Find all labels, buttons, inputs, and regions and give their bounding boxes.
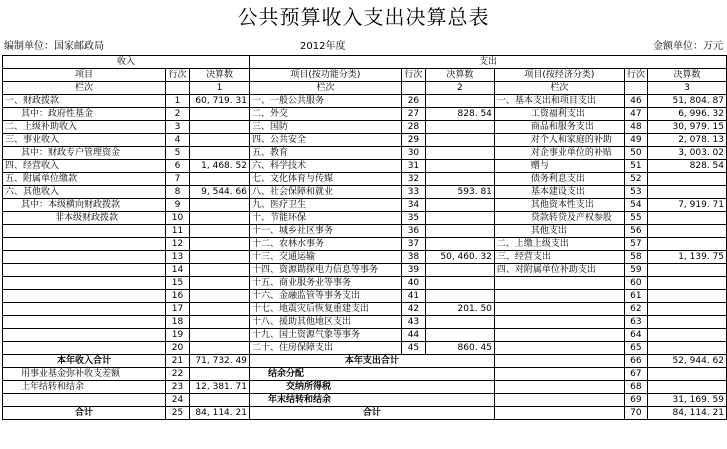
year-end-row [3,394,727,407]
econ-item-cell: 基本建设支出 [494,186,624,199]
income-amount-cell [189,121,249,134]
func-item-cell: 十四、资源勘探电力信息等事务 [249,264,401,277]
func-line-cell: 43 [401,316,425,329]
econ-amount-cell [647,173,726,186]
income-column-number: 1 [189,82,249,95]
func-item-cell: 十一、城乡社区事务 [249,225,401,238]
func-amount-cell: 50, 460. 32 [425,251,494,264]
econ-line-cell: 63 [624,316,647,329]
econ-item-cell [494,277,624,290]
income-item-cell [3,316,166,329]
fiscal-year-label: 2012年度 [300,41,346,52]
income-amount-cell: 1, 468. 52 [189,160,249,173]
annual-total-row [3,355,727,368]
grand-total-value-left: 84, 114. 21 [189,407,249,420]
econ-item-header: 项目(按经济分类) [494,69,624,82]
income-line-cell: 14 [165,264,189,277]
income-item-cell: 六、其他收入 [3,186,166,199]
currency-unit-label: 金额单位：万元 [653,41,723,52]
table-row [3,160,727,173]
grand-total-label-left: 合计 [3,407,166,420]
table-row [3,238,727,251]
func-line-header: 行次 [401,69,425,82]
econ-line-cell: 61 [624,290,647,303]
table-row [3,290,727,303]
func-item-cell: 十九、国土资源气象等事务 [249,329,401,342]
func-line-cell: 38 [401,251,425,264]
income-amount-cell [189,134,249,147]
tax-line: 68 [624,381,647,394]
econ-item-cell: 一、基本支出和项目支出 [494,95,624,108]
income-line-cell: 18 [165,316,189,329]
func-line-cell: 28 [401,121,425,134]
econ-item-cell: 其他支出 [494,225,624,238]
empty-cell [494,368,624,381]
func-item-cell: 三、国防 [249,121,401,134]
table-row [3,173,727,186]
tax-label: 交纳所得税 [249,381,494,394]
grand-total-value-right: 84, 114. 21 [647,407,726,420]
distribution-line: 67 [624,368,647,381]
func-item-cell: 九、医疗卫生 [249,199,401,212]
income-item-cell: 其中：政府性基金 [3,108,166,121]
empty-cell [165,82,189,95]
expense-section-header: 支出 [249,56,726,69]
econ-amount-cell [647,316,726,329]
func-line-cell: 42 [401,303,425,316]
func-amount-cell [425,121,494,134]
econ-item-cell [494,303,624,316]
econ-amount-cell [647,277,726,290]
income-line-cell: 13 [165,251,189,264]
func-line-cell: 37 [401,238,425,251]
func-amount-header: 决算数 [425,69,494,82]
func-line-cell: 41 [401,290,425,303]
econ-column-label: 栏次 [494,82,624,95]
econ-amount-cell [647,212,726,225]
empty-cell [189,394,249,407]
empty-cell [3,394,166,407]
column-header-row [3,69,727,82]
econ-amount-cell [647,238,726,251]
income-line-cell: 16 [165,290,189,303]
func-item-cell: 八、社会保障和就业 [249,186,401,199]
func-item-cell: 十八、援助其他地区支出 [249,316,401,329]
empty-cell [647,381,726,394]
income-line-cell: 6 [165,160,189,173]
income-item-cell: 其中：财政专户管理资金 [3,147,166,160]
income-line-cell: 8 [165,186,189,199]
empty-cell [494,394,624,407]
income-line-cell: 3 [165,121,189,134]
gap-line: 22 [165,368,189,381]
econ-item-cell: 对个人和家庭的补助 [494,134,624,147]
econ-amount-cell: 1, 139. 75 [647,251,726,264]
gap-label: 用事业基金弥补收支差额 [3,368,166,381]
func-item-cell: 十三、交通运输 [249,251,401,264]
section-header-row [3,56,727,69]
econ-item-cell: 三、经营支出 [494,251,624,264]
income-item-cell [3,251,166,264]
income-item-cell: 二、上级补助收入 [3,121,166,134]
income-column-label: 栏次 [3,82,166,95]
column-index-row [3,82,727,95]
econ-line-cell: 56 [624,225,647,238]
econ-amount-cell [647,264,726,277]
income-item-cell: 四、经营收入 [3,160,166,173]
income-item-cell [3,342,166,355]
econ-line-cell: 62 [624,303,647,316]
func-column-number: 2 [425,82,494,95]
income-line-cell: 19 [165,329,189,342]
income-amount-cell [189,108,249,121]
income-line-cell: 20 [165,342,189,355]
func-item-cell: 十五、商业服务业等事务 [249,277,401,290]
empty-cell [494,407,624,420]
income-line-cell: 2 [165,108,189,121]
income-amount-header: 决算数 [189,69,249,82]
carryover-line: 23 [165,381,189,394]
income-amount-cell [189,225,249,238]
table-row [3,121,727,134]
econ-line-cell: 52 [624,173,647,186]
income-total-label: 本年收入合计 [3,355,166,368]
income-amount-cell [189,329,249,342]
table-row [3,251,727,264]
func-line-cell: 33 [401,186,425,199]
sheet-title: 公共预算收入支出决算总表 [237,5,490,29]
func-amount-cell [425,329,494,342]
table-row [3,134,727,147]
func-line-cell: 35 [401,212,425,225]
blank-line: 24 [165,394,189,407]
econ-item-cell: 其他资本性支出 [494,199,624,212]
income-amount-cell [189,212,249,225]
func-item-cell: 二十、住房保障支出 [249,342,401,355]
econ-line-cell: 48 [624,121,647,134]
econ-line-cell: 59 [624,264,647,277]
year-end-value: 31, 169. 59 [647,394,726,407]
income-item-cell: 三、事业收入 [3,134,166,147]
income-amount-cell [189,277,249,290]
table-row [3,342,727,355]
func-column-label: 栏次 [249,82,401,95]
income-amount-cell [189,290,249,303]
func-amount-cell: 593. 81 [425,186,494,199]
func-item-cell: 二、外交 [249,108,401,121]
econ-amount-cell: 7, 919. 71 [647,199,726,212]
func-line-cell: 40 [401,277,425,290]
income-line-cell: 9 [165,199,189,212]
func-line-cell: 27 [401,108,425,121]
func-line-cell: 45 [401,342,425,355]
func-line-cell: 29 [401,134,425,147]
econ-amount-cell: 6, 996. 32 [647,108,726,121]
func-amount-cell [425,199,494,212]
income-total-value: 71, 732. 49 [189,355,249,368]
econ-line-cell: 57 [624,238,647,251]
func-item-cell: 十七、地震灾后恢复重建支出 [249,303,401,316]
econ-line-cell: 64 [624,329,647,342]
func-amount-cell [425,264,494,277]
func-line-cell: 30 [401,147,425,160]
func-item-header: 项目(按功能分类) [249,69,401,82]
income-amount-cell [189,238,249,251]
func-line-cell: 31 [401,160,425,173]
income-item-cell [3,329,166,342]
income-item-cell: 其中：本级横向财政拨款 [3,199,166,212]
func-amount-cell [425,173,494,186]
income-line-cell: 15 [165,277,189,290]
func-amount-cell [425,277,494,290]
econ-column-number: 3 [647,82,726,95]
income-item-cell [3,264,166,277]
econ-item-cell [494,342,624,355]
econ-line-cell: 60 [624,277,647,290]
income-item-cell [3,303,166,316]
grand-total-line-right: 70 [624,407,647,420]
grand-total-line-left: 25 [165,407,189,420]
func-item-cell: 六、科学技术 [249,160,401,173]
income-amount-cell [189,199,249,212]
econ-amount-cell [647,329,726,342]
income-line-cell: 11 [165,225,189,238]
table-row [3,147,727,160]
income-amount-cell [189,173,249,186]
func-amount-cell: 828. 54 [425,108,494,121]
table-row [3,303,727,316]
func-item-cell: 一、一般公共服务 [249,95,401,108]
econ-amount-cell [647,186,726,199]
income-amount-cell: 9, 544. 66 [189,186,249,199]
income-item-cell [3,225,166,238]
carryover-value: 12, 381. 71 [189,381,249,394]
income-amount-cell [189,264,249,277]
expense-total-value: 52, 944. 62 [647,355,726,368]
fund-gap-row [3,368,727,381]
income-item-cell: 五、附属单位缴款 [3,173,166,186]
func-item-cell: 五、教育 [249,147,401,160]
carryover-row [3,381,727,394]
income-line-cell: 17 [165,303,189,316]
func-line-cell: 39 [401,264,425,277]
econ-line-cell: 46 [624,95,647,108]
table-row [3,108,727,121]
econ-line-cell: 54 [624,199,647,212]
income-line-cell: 12 [165,238,189,251]
empty-cell [494,381,624,394]
func-amount-cell [425,290,494,303]
econ-amount-cell [647,290,726,303]
table-row [3,329,727,342]
econ-amount-cell: 2, 078. 13 [647,134,726,147]
econ-line-cell: 55 [624,212,647,225]
income-line-cell: 5 [165,147,189,160]
econ-amount-cell: 828. 54 [647,160,726,173]
expense-total-label: 本年支出合计 [249,355,494,368]
econ-item-cell: 二、上缴上级支出 [494,238,624,251]
econ-line-cell: 65 [624,342,647,355]
func-amount-cell [425,238,494,251]
func-amount-cell [425,160,494,173]
func-amount-cell [425,212,494,225]
func-item-cell: 十六、金融监管等事务支出 [249,290,401,303]
income-line-cell: 10 [165,212,189,225]
table-row [3,277,727,290]
econ-amount-cell: 51, 804. 87 [647,95,726,108]
func-item-cell: 十、节能环保 [249,212,401,225]
budget-table [2,55,727,420]
income-total-line: 21 [165,355,189,368]
econ-item-cell: 债务利息支出 [494,173,624,186]
econ-amount-cell [647,303,726,316]
econ-amount-cell [647,342,726,355]
income-line-cell: 7 [165,173,189,186]
income-item-header: 项目 [3,69,166,82]
expense-total-line: 66 [624,355,647,368]
econ-item-cell: 贷款转贷及产权参股 [494,212,624,225]
func-amount-cell [425,95,494,108]
func-amount-cell [425,147,494,160]
func-item-cell: 十二、农林水事务 [249,238,401,251]
func-line-cell: 44 [401,329,425,342]
empty-cell [401,82,425,95]
func-line-cell: 34 [401,199,425,212]
income-item-cell [3,238,166,251]
income-item-cell [3,290,166,303]
income-amount-cell [189,147,249,160]
econ-amount-cell: 30, 979. 15 [647,121,726,134]
table-row [3,264,727,277]
econ-line-cell: 58 [624,251,647,264]
func-line-cell: 32 [401,173,425,186]
econ-item-cell: 商品和服务支出 [494,121,624,134]
econ-amount-header: 决算数 [647,69,726,82]
income-amount-cell [189,251,249,264]
econ-item-cell: 对企事业单位的补贴 [494,147,624,160]
income-item-cell: 一、财政拨款 [3,95,166,108]
table-row [3,225,727,238]
income-amount-cell [189,316,249,329]
econ-line-cell: 53 [624,186,647,199]
income-line-header: 行次 [165,69,189,82]
func-amount-cell [425,134,494,147]
table-row [3,212,727,225]
income-item-cell [3,277,166,290]
econ-item-cell [494,316,624,329]
empty-cell [494,355,624,368]
econ-item-cell: 四、对附属单位补助支出 [494,264,624,277]
func-item-cell: 四、公共安全 [249,134,401,147]
func-amount-cell [425,316,494,329]
func-line-cell: 36 [401,225,425,238]
income-item-cell: 非本级财政拨款 [3,212,166,225]
income-amount-cell: 60, 719. 31 [189,95,249,108]
income-section-header: 收入 [3,56,250,69]
grand-total-label-right: 合计 [249,407,494,420]
econ-line-cell: 47 [624,108,647,121]
carryover-label: 上年结转和结余 [3,381,166,394]
income-amount-cell [189,303,249,316]
table-row [3,95,727,108]
empty-cell [624,82,647,95]
year-end-label: 年末结转和结余 [249,394,494,407]
empty-cell [189,368,249,381]
year-end-line: 69 [624,394,647,407]
table-row [3,186,727,199]
econ-item-cell [494,290,624,303]
table-row [3,316,727,329]
func-amount-cell [425,225,494,238]
organization-label: 编制单位：国家邮政局 [4,41,104,52]
econ-line-cell: 49 [624,134,647,147]
grand-total-row [3,407,727,420]
func-line-cell: 26 [401,95,425,108]
econ-item-cell: 赠与 [494,160,624,173]
func-amount-cell: 860. 45 [425,342,494,355]
func-item-cell: 七、文化体育与传媒 [249,173,401,186]
econ-line-header: 行次 [624,69,647,82]
econ-line-cell: 51 [624,160,647,173]
income-amount-cell [189,342,249,355]
income-line-cell: 1 [165,95,189,108]
income-line-cell: 4 [165,134,189,147]
econ-item-cell [494,329,624,342]
func-amount-cell: 201. 50 [425,303,494,316]
table-row [3,199,727,212]
distribution-label: 结余分配 [249,368,494,381]
econ-amount-cell: 3, 003. 02 [647,147,726,160]
econ-amount-cell [647,225,726,238]
econ-item-cell: 工资福利支出 [494,108,624,121]
econ-line-cell: 50 [624,147,647,160]
empty-cell [647,368,726,381]
